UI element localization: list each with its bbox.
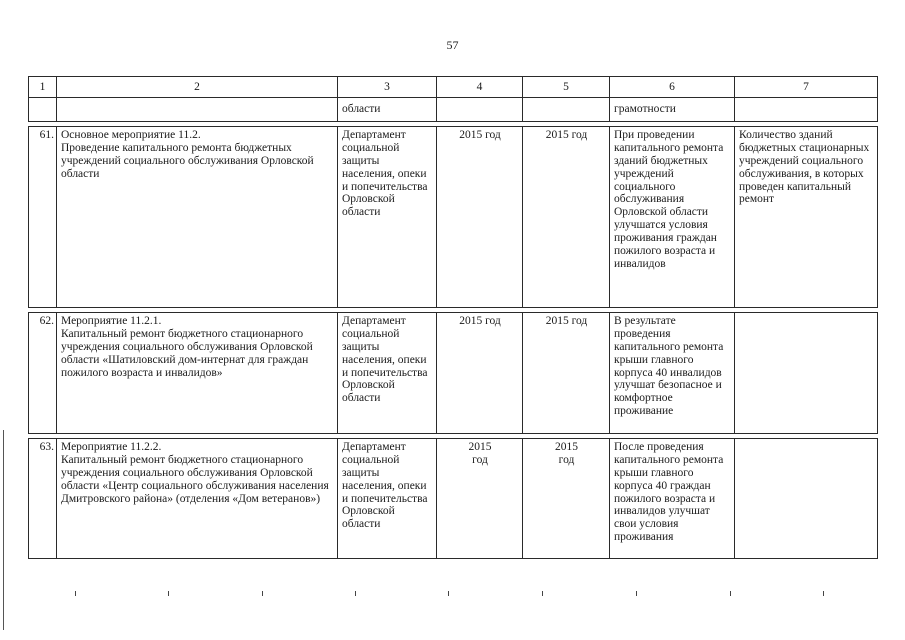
tick-mark <box>542 591 543 596</box>
measure-title: Мероприятие 11.2.2. Капитальный ремонт бюджетного стационарного учреждения социального обслуживания Орловской области «Центр социального обслуживания населения Дмитровского района» (отделения «Дом ветеранов») <box>57 439 338 559</box>
end-year: 2015 год <box>523 313 610 434</box>
continuation-num <box>29 98 57 122</box>
tick-mark <box>355 591 356 596</box>
tick-mark <box>75 591 76 596</box>
executor: Департамент социальной защиты населения, опеки и попечительства Орловской области <box>338 313 437 434</box>
tick-mark <box>168 591 169 596</box>
indicator <box>735 313 878 434</box>
row-number: 63. <box>29 439 57 559</box>
expected-result: После проведения капитального ремонта крыши главного корпуса 40 граждан пожилого возраста и инвалидов улучшат свои условия проживания <box>610 439 735 559</box>
header-cell-3: 3 <box>338 77 437 98</box>
header-cell-5: 5 <box>523 77 610 98</box>
tick-mark <box>262 591 263 596</box>
tick-mark <box>730 591 731 596</box>
measure-title: Основное мероприятие 11.2. Проведение капитального ремонта бюджетных учреждений социального обслуживания Орловской области <box>57 127 338 308</box>
header-cell-1: 1 <box>29 77 57 98</box>
executor: Департамент социальной защиты населения, опеки и попечительства Орловской области <box>338 439 437 559</box>
tick-mark <box>448 591 449 596</box>
continuation-executor: области <box>338 98 437 122</box>
continuation-indicator <box>735 98 878 122</box>
continuation-end <box>523 98 610 122</box>
continuation-tick-marks <box>0 591 905 597</box>
expected-result: При проведении капитального ремонта зданий бюджетных учреждений социального обслуживания Орловской области улучшатся условия проживания граждан пожилого возраста и инвалидов <box>610 127 735 308</box>
measures-table <box>28 76 878 559</box>
row-number: 61. <box>29 127 57 308</box>
header-cell-4: 4 <box>437 77 523 98</box>
start-year: 2015 год <box>437 439 523 559</box>
table-row <box>29 127 878 308</box>
executor: Департамент социальной защиты населения, опеки и попечительства Орловской области <box>338 127 437 308</box>
indicator: Количество зданий бюджетных стационарных учреждений социального обслуживания, в которых проведен капитальный ремонт <box>735 127 878 308</box>
end-year: 2015 год <box>523 127 610 308</box>
table-row <box>29 313 878 434</box>
continuation-result: грамотности <box>610 98 735 122</box>
continuation-row <box>29 98 878 122</box>
scan-edge-line <box>3 430 4 630</box>
continuation-start <box>437 98 523 122</box>
start-year: 2015 год <box>437 313 523 434</box>
header-cell-2: 2 <box>57 77 338 98</box>
page-number: 57 <box>446 38 459 52</box>
indicator <box>735 439 878 559</box>
row-number: 62. <box>29 313 57 434</box>
tick-mark <box>823 591 824 596</box>
header-row <box>29 77 878 98</box>
header-cell-6: 6 <box>610 77 735 98</box>
tick-mark <box>636 591 637 596</box>
measure-title: Мероприятие 11.2.1. Капитальный ремонт бюджетного стационарного учреждения социального обслуживания Орловской области «Шатиловский дом-интернат для граждан пожилого возраста и инвалидов» <box>57 313 338 434</box>
start-year: 2015 год <box>437 127 523 308</box>
table-row <box>29 439 878 559</box>
header-cell-7: 7 <box>735 77 878 98</box>
continuation-title <box>57 98 338 122</box>
end-year: 2015 год <box>523 439 610 559</box>
expected-result: В результате проведения капитального ремонта крыши главного корпуса 40 инвалидов улучшат безопасное и комфортное проживание <box>610 313 735 434</box>
